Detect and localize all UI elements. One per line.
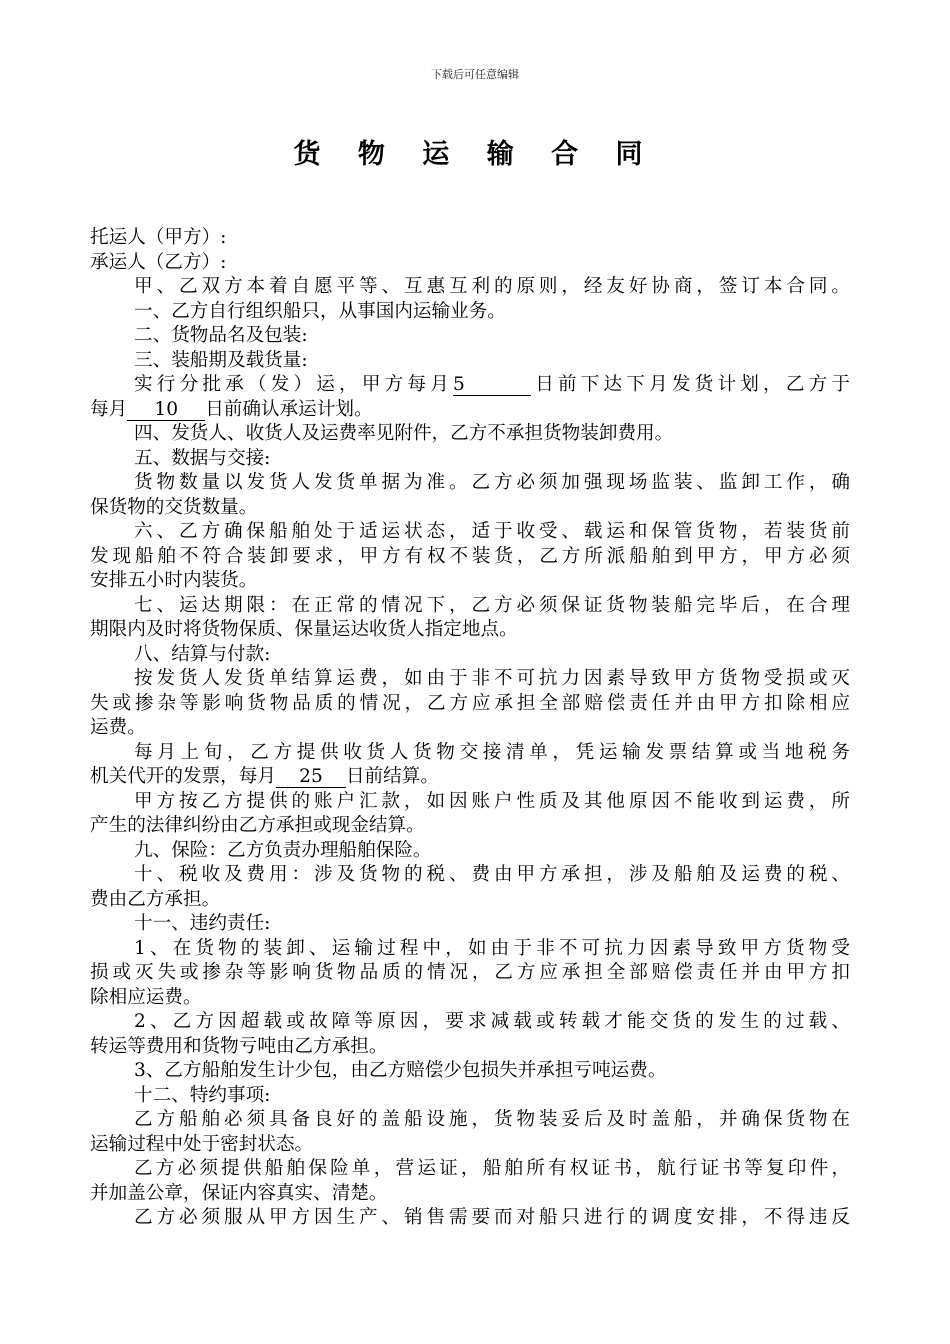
clause-10: 十、税收及费用：涉及货物的税、费由甲方承担，涉及船舶及运费的税、 — [134, 864, 850, 885]
clause-7-cont: 期限内及时将货物保质、保量运达收货人指定地点。 — [90, 619, 518, 640]
clause-5-text-cont: 保货物的交货数量。 — [90, 496, 258, 518]
clause-8-text-5a: 机关代开的发票，每月 — [90, 766, 276, 787]
clause-8-text-6: 甲方按乙方提供的账户汇款，如因账户性质及其他原因不能收到运费，所 — [134, 790, 850, 812]
clause-3-text-d: 日前确认承运计划。 — [205, 398, 373, 420]
clause-3-text-a: 实行分批承（发）运，甲方每月 — [134, 374, 453, 395]
clause-12-text-3: 乙方必须服从甲方因生产、销售需要而对船只进行的调度安排，不得违反 — [134, 1207, 850, 1228]
clause-3-text-cont — [90, 398, 850, 423]
clause-6-cont-1: 发现船舶不符合装卸要求，甲方有权不装货，乙方所派船舶到甲方，甲方必须 — [90, 545, 850, 567]
clause-12-text-1-cont: 运输过程中处于密封状态。 — [90, 1133, 314, 1155]
clause-12-heading: 十二、特约事项: — [134, 1084, 271, 1106]
clause-10-cont: 费由乙方承担。 — [90, 888, 221, 910]
clause-9: 九、保险：乙方负责办理船舶保险。 — [134, 839, 432, 861]
clause-12-text-1: 乙方船舶必须具备良好的盖船设施，货物装妥后及时盖船，并确保货物在 — [134, 1109, 850, 1130]
clause-11-item-1: 1、在货物的装卸、运输过程中，如由于非不可抗力因素导致甲方货物受 — [134, 937, 850, 959]
carrier-line: 承运人（乙方）: — [90, 251, 227, 273]
clause-3-heading: 三、装船期及载货量: — [134, 349, 308, 371]
clause-4: 四、发货人、收货人及运费率见附件，乙方不承担货物装卸费用。 — [134, 423, 674, 444]
clause-8-text-1: 按发货人发货单结算运费，如由于非不可抗力因素导致甲方货物受损或灭 — [134, 668, 850, 689]
clause-7: 七、运达期限：在正常的情况下，乙方必须保证货物装船完毕后，在合理 — [134, 594, 850, 616]
clause-6-cont-2: 安排五小时内装货。 — [90, 570, 258, 591]
confirm-day-blank: 10 — [127, 400, 205, 421]
clause-11-item-2: 2、乙方因超载或故障等原因，要求减载或转载才能交货的发生的过载、 — [134, 1011, 850, 1032]
clause-12-text-2: 乙方必须提供船舶保险单，营运证，船舶所有权证书，航行证书等复印件， — [134, 1158, 850, 1179]
clause-8-text-5 — [90, 765, 850, 790]
settle-day-blank: 25 — [276, 767, 346, 788]
clause-1: 一、乙方自行组织船只，从事国内运输业务。 — [134, 300, 506, 322]
clause-2-heading: 二、货物品名及包装: — [134, 325, 308, 346]
clause-8-text-2: 失或掺杂等影响货物品质的情况，乙方应承担全部赔偿责任并由甲方扣除相应 — [90, 692, 850, 714]
shipper-line: 托运人（甲方）: — [90, 227, 227, 248]
preamble: 甲、乙双方本着自愿平等、互惠互利的原则，经友好协商，签订本合同。 — [134, 276, 850, 297]
clause-6: 六、乙方确保船舶处于适运状态，适于收受、载运和保管货物，若装货前 — [134, 521, 850, 542]
clause-11-item-3: 3、乙方船舶发生计少包，由乙方赔偿少包损失并承担亏吨运费。 — [134, 1060, 667, 1081]
contract-body — [90, 226, 850, 1231]
clause-3-text-b: 日前下达下月发货计划，乙方于 — [531, 374, 850, 395]
plan-day-blank: 5 — [453, 375, 531, 396]
clause-3-text — [90, 373, 850, 398]
clause-5-heading: 五、数据与交接: — [134, 447, 271, 469]
clause-8-heading: 八、结算与付款: — [134, 643, 271, 665]
clause-11-item-2-cont: 转运等费用和货物亏吨由乙方承担。 — [90, 1035, 388, 1057]
clause-3-text-c: 每月 — [90, 398, 128, 420]
document-title: 货 物 运 输 合 同 — [293, 139, 657, 170]
clause-8-text-3: 运费。 — [90, 717, 146, 738]
clause-8-text-5b: 日前结算。 — [345, 766, 439, 787]
clause-5-text: 货物数量以发货人发货单据为准。乙方必须加强现场监装、监卸工作，确 — [134, 472, 850, 493]
clause-11-item-1-cont-2: 除相应运费。 — [90, 986, 202, 1008]
clause-8-text-4: 每月上旬，乙方提供收货人货物交接清单，凭运输发票结算或当地税务 — [134, 741, 850, 763]
header-note: 下载后可任意编辑 — [431, 68, 519, 81]
clause-11-item-1-cont-1: 损或灭失或掺杂等影响货物品质的情况，乙方应承担全部赔偿责任并由甲方扣 — [90, 962, 850, 983]
clause-11-heading: 十一、违约责任: — [134, 913, 271, 934]
clause-12-text-2-cont: 并加盖公章，保证内容真实、清楚。 — [90, 1182, 388, 1204]
clause-8-text-7: 产生的法律纠纷由乙方承担或现金结算。 — [90, 815, 425, 836]
